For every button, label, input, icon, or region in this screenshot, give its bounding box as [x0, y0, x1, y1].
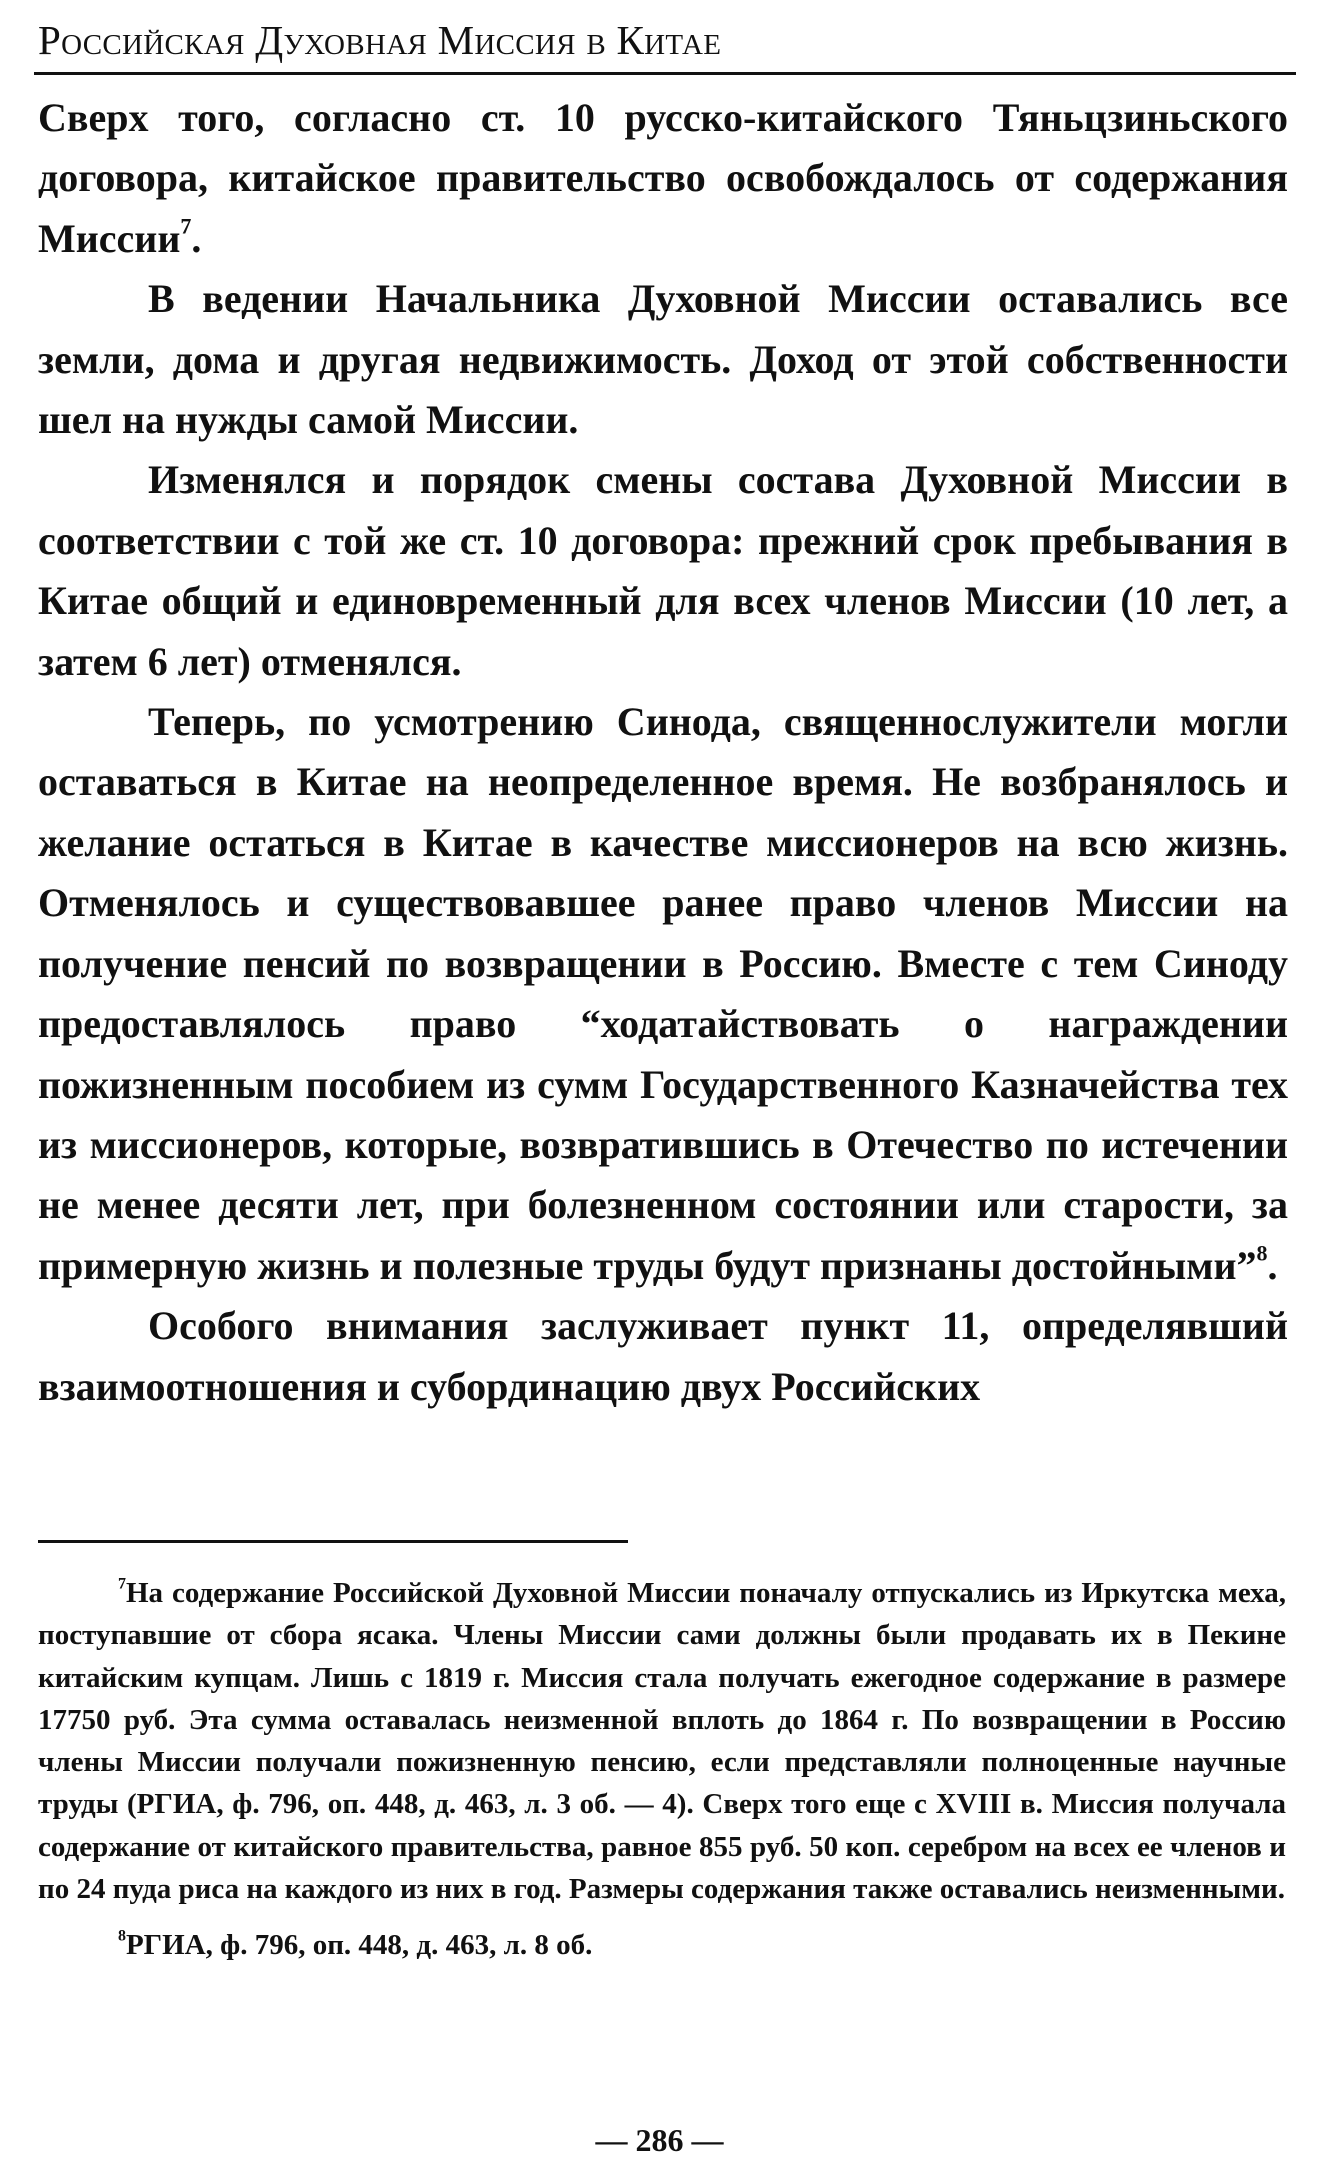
paragraph-2: В ведении Начальника Духовной Миссии оставались все земли, дома и другая недвижимость. Доход от этой собственности шел на нужды самой Миссии. [38, 276, 1288, 443]
paragraph-3: Изменялся и порядок смены состава Духовной Миссии в соответствии с той же ст. 10 договора: прежний срок пребывания в Китае общий и единовременный для всех членов Миссии (10 лет, а затем 6 лет) отменялся. [38, 457, 1288, 684]
paragraph-5: Особого внимания заслуживает пункт 11, определявший взаимоотношения и субординацию двух Российских [38, 1303, 1288, 1409]
running-head: Российская Духовная Миссия в Китае [38, 17, 722, 63]
footnotes [38, 1572, 1286, 1967]
footnote-ref-7: 7 [180, 213, 192, 239]
paragraph-4 [38, 692, 1288, 1296]
paragraph-1-text: Сверх того, согласно ст. 10 русско-китайского Тяньцзиньского договора, китайское правительство освобождалось от содержания Миссии [38, 95, 1288, 261]
paragraph-1-end: . [191, 215, 202, 261]
footnote-7 [38, 1572, 1286, 1910]
footnote-8-text: РГИА, ф. 796, оп. 448, д. 463, л. 8 об. [125, 1929, 593, 1962]
footnote-8 [38, 1924, 1286, 1966]
footnote-ref-8: 8 [1256, 1240, 1268, 1266]
paragraph-4-end: . [1267, 1242, 1278, 1288]
footnote-7-text: На содержание Российской Духовной Миссии поначалу отпускались из Иркутска меха, поступавшие от сбора ясака. Члены Миссии сами должны были продавать их в Пекине китайским купцам. Лишь с 1819 г. Миссия стала получать ежегодное содержание в размере 17750 руб. Эта сумма оставалась неизменной вплоть до 1864 г. По возвращении в Россию члены Миссии получали пожизненную пенсию, если представляли полноценные научные труды (РГИА, ф. 796, оп. 448, д. 463, л. 3 об. — 4). Сверх того еще с XVIII в. Миссия получала содержание от китайского правительства, равное 855 руб. 50 коп. серебром на всех ее членов и по 24 пуда риса на каждого из них в год. Размеры содержания также оставались неизменными. [38, 1577, 1286, 1906]
footnote-marker-8: 8 [118, 1927, 126, 1945]
header-rule [34, 72, 1296, 75]
footnote-separator [38, 1540, 628, 1543]
main-text [38, 88, 1288, 1417]
paragraph-1 [38, 88, 1288, 269]
page-number: — 286 — [595, 2122, 724, 2158]
footnote-marker-7: 7 [118, 1575, 126, 1593]
paragraph-4-text: Теперь, по усмотрению Синода, священнослужители могли оставаться в Китае на неопределенное время. Не возбранялось и желание остаться в Китае в качестве миссионеров на всю жизнь. Отменялось и существовавшее ранее право членов Миссии на получение пенсий по возвращении в Россию. Вместе с тем Синоду предоставлялось право “ходатайствовать о награждении пожизненным пособием из сумм Государственного Казначейства тех из миссионеров, которые, возвратившись в Отечество по истечении не менее десяти лет, при болезненном состоянии или старости, за примерную жизнь и полезные труды будут признаны достойными” [38, 699, 1288, 1288]
